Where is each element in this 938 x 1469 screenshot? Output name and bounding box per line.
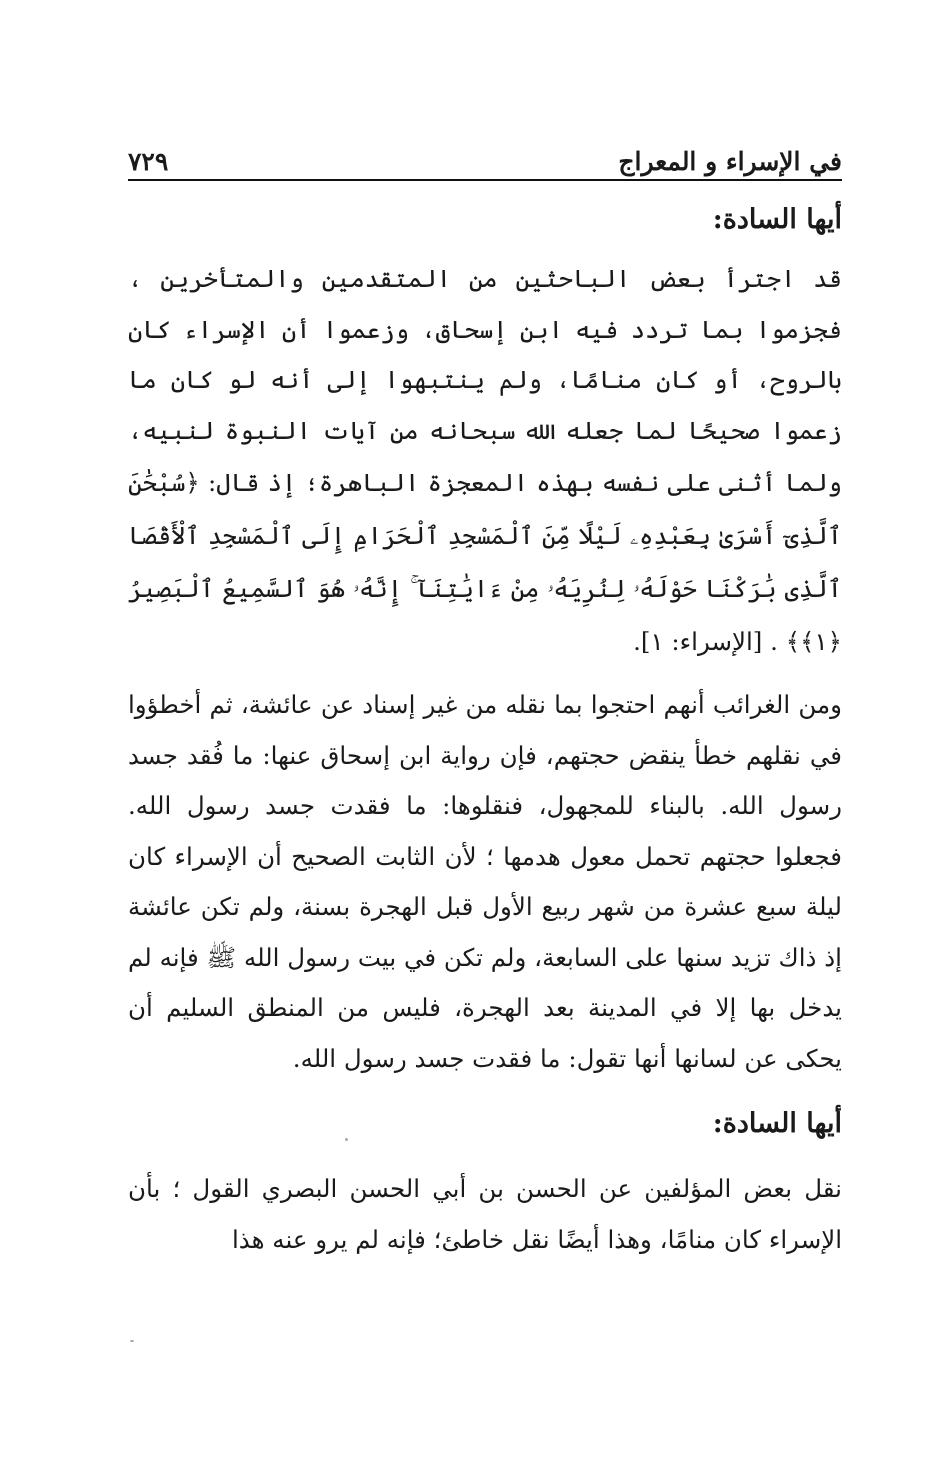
verse-citation: [الإسراء: ١]. [633, 627, 763, 656]
running-header [128, 130, 842, 176]
paragraph-1-text: قد اجترأ بعض الباحثين من المتقدمين والمتأخرين ، فجزموا بما تردد فيه ابن إسحاق، وزعموا أن الإسراء كان بالروح، أو كان منامًا، ولم ينتبهوا إلى أنه لو كان ما زعموا صحيحًا لما جعله الله سبحانه من آيات النبوة لنبيه، ولما أثنى على نفسه بهذه المعجزة الباهرة؛ إذ قال: [128, 264, 842, 497]
paragraph-1 [128, 254, 842, 668]
paragraph-3: نقل بعض المؤلفين عن الحسن بن أبي الحسن البصري القول ؛ بأن الإسراء كان منامًا، وهذا أيضًا نقل خاطئ؛ فإنه لم يرو عنه هذا [128, 1174, 842, 1254]
page-body [128, 192, 842, 1265]
page-number: ٧٢٩ [128, 147, 169, 176]
section-heading-1: أيها السادة: [712, 204, 842, 235]
running-title: في الإسراء و المعراج [618, 147, 842, 176]
scan-speck [345, 1138, 348, 1141]
quran-verse: ﴿سُبْحَٰنَ ٱلَّذِىٓ أَسْرَىٰ بِعَبْدِهِۦ لَيْلًا مِّنَ ٱلْمَسْجِدِ ٱلْحَرَامِ إِلَى ٱلْمَسْجِدِ ٱلْأَقْصَا ٱلَّذِى بَٰرَكْنَا حَوْلَهُۥ لِنُرِيَهُۥ مِنْ ءَايَٰتِنَآ ۚ إِنَّهُۥ هُوَ ٱلسَّمِيعُ ٱلْبَصِيرُ ﴿١﴾﴾ . [128, 468, 842, 656]
section-heading-2: أيها السادة: [712, 1108, 842, 1139]
header-rule [128, 179, 842, 181]
scan-speck [130, 1340, 134, 1342]
paragraph-2: ومن الغرائب أنهم احتجوا بما نقله من غير إسناد عن عائشة، ثم أخطؤوا في نقلهم خطأ ينقض حجتهم، فإن رواية ابن إسحاق عنها: ما فُقد جسد رسول الله. بالبناء للمجهول، فنقلوها: ما فقدت جسد رسول الله. فجعلوا حجتهم تحمل معول هدمها ؛ لأن الثابت الصحيح أن الإسراء كان ليلة سبع عشرة من شهر ربيع الأول قبل الهجرة بسنة، ولم تكن عائشة إذ ذاك تزيد سنها على السابعة، ولم تكن في بيت رسول الله ﷺ فإنه لم يدخل بها إلا في المدينة بعد الهجرة، فليس من المنطق السليم أن يحكى عن لسانها أنها تقول: ما فقدت جسد رسول الله. [128, 690, 842, 1073]
